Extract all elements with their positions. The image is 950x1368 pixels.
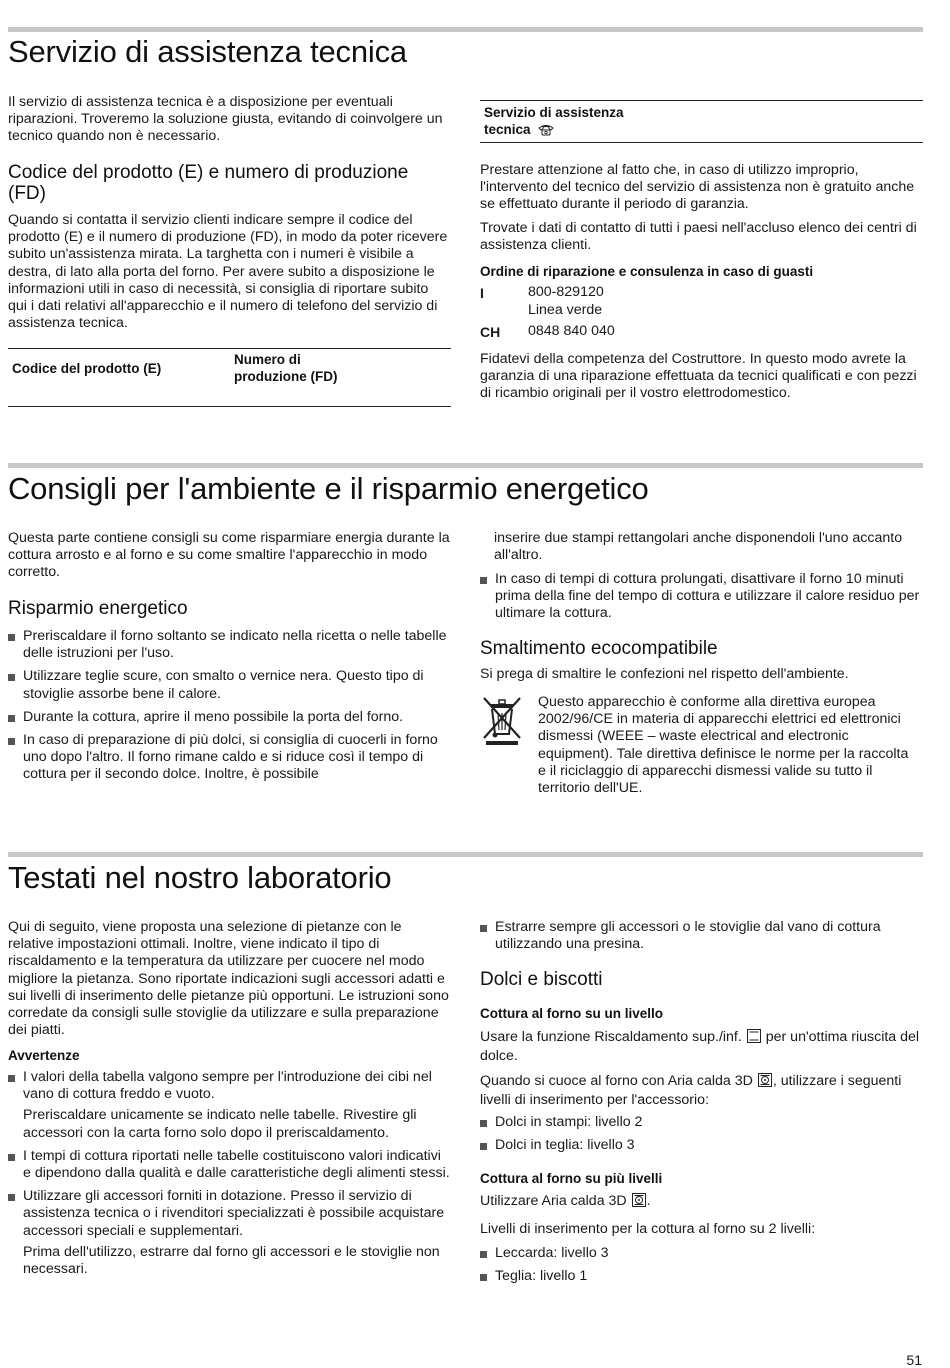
list-item: Leccarda: livello 3 — [480, 1245, 920, 1262]
un-livello-heading: Cottura al forno su un livello — [480, 1006, 664, 1021]
list-item: Utilizzare teglie scure, con smalto o vernice nera. Questo tipo di stoviglie assorbe bene il calore. — [8, 668, 450, 702]
list-item: Teglia: livello 1 — [480, 1268, 920, 1285]
contact-number-it: 800-829120 — [528, 284, 604, 300]
list-item: Dolci in teglia: livello 3 — [480, 1137, 920, 1154]
bullet-square-icon — [480, 1274, 487, 1281]
section-rule — [8, 852, 923, 857]
bullet-square-icon — [8, 1154, 15, 1161]
bullet-square-icon — [8, 634, 15, 641]
un-livello-p1: Usare la funzione Riscaldamento sup./inf. per un'ottima riuscita del dolce. — [480, 1029, 920, 1065]
list-item: Preriscaldare il forno soltanto se indicato nella ricetta o nelle tabelle delle istruzioni per l'uso. — [8, 628, 450, 662]
table-top-rule — [8, 348, 451, 349]
top-bottom-heat-icon — [747, 1029, 761, 1048]
box-bottom-rule — [480, 142, 923, 143]
risparmio-continuation: inserire due stampi rettangolari anche disponendoli l'uno accanto all'altro. — [494, 530, 903, 564]
risparmio-list-cont — [480, 571, 920, 629]
risparmio-list — [8, 628, 450, 790]
codice-heading: Codice del prodotto (E) e numero di produzione (FD) — [8, 162, 409, 204]
bullet-square-icon — [480, 1251, 487, 1258]
avvertenze-list-cont — [480, 919, 920, 959]
piu-livelli-list — [480, 1245, 920, 1291]
contact-note-it: Linea verde — [528, 302, 603, 318]
hot-air-3d-icon — [758, 1073, 772, 1092]
crossed-bin-icon — [480, 694, 524, 746]
bullet-square-icon — [8, 674, 15, 681]
contatti-note: Trovate i dati di contatto di tutti i paesi nell'accluso elenco dei centri di assistenza clienti. — [480, 220, 917, 254]
list-item: Estrarre sempre gli accessori o le stoviglie dal vano di cottura utilizzando una presina. — [480, 919, 920, 953]
ambiente-intro: Questa parte contiene consigli su come risparmiare energia durante la cottura arrosto e al forno e su come smaltire l'apparecchio in modo corretto. — [8, 530, 450, 581]
contact-number-ch: 0848 840 040 — [528, 323, 615, 339]
list-item: In caso di tempi di cottura prolungati, disattivare il forno 10 minuti prima della fine del tempo di cottura e utilizzare il calore residuo per ultimare la cottura. — [480, 571, 920, 623]
dolci-heading: Dolci e biscotti — [480, 969, 603, 990]
assistenza-intro: Il servizio di assistenza tecnica è a disposizione per eventuali riparazioni. Troveremo la soluzione giusta, evitando di coinvolgere un tecnico quando non è necessario. — [8, 94, 443, 145]
ordine-heading: Ordine di riparazione e consulenza in caso di guasti — [480, 264, 814, 279]
costruttore-text: Fidatevi della competenza del Costruttore. In questo modo avrete la garanzia di una riparazione effettuata da tecnici qualificati e con pezzi di ricambio originali per il vostro elettrodomestico. — [480, 351, 917, 402]
un-livello-p2: Quando si cuoce al forno con Aria calda 3D , utilizzare i seguenti livelli di inserimento per l'accessorio: — [480, 1073, 902, 1109]
section-rule — [8, 463, 923, 468]
box-top-rule — [480, 100, 923, 101]
avvertenze-list — [8, 1069, 450, 1284]
smaltimento-heading: Smaltimento ecocompatibile — [480, 638, 718, 659]
section-title-ambiente: Consigli per l'ambiente e il risparmio energetico — [8, 471, 649, 506]
page-number: 51 — [906, 1352, 922, 1368]
laboratorio-intro: Qui di seguito, viene proposta una selezione di pietanze con le relative impostazioni ottimali. Inoltre, viene indicato il tipo di riscaldamento e la temperatura da utilizzare per cuocere nel modo migliore la pietanza. Sono riportate indicazioni sugli accessori adatti e sui livelli di inserimento delle pietanze più opportuni. Le istruzioni sono corredate da consigli sulle stoviglie da utilizzare e sulla preparazione dei piatti. — [8, 919, 449, 1039]
bullet-square-icon — [8, 1194, 15, 1201]
section-rule — [8, 27, 923, 32]
contact-country-ch: CH — [480, 324, 501, 340]
table-col-codice: Codice del prodotto (E) — [12, 361, 162, 376]
risparmio-heading: Risparmio energetico — [8, 598, 188, 619]
un-livello-list — [480, 1114, 920, 1160]
list-item: Utilizzare gli accessori forniti in dotazione. Presso il servizio di assistenza tecnica o i rivenditori specializzati è possibile acquistare accessori speciali e supplementari. Prima dell'utilizzo, estrarre dal forno gli accessori e le stoviglie non necessari. — [8, 1188, 450, 1278]
bullet-square-icon — [480, 1143, 487, 1150]
codice-text: Quando si contatta il servizio clienti indicare sempre il codice del prodotto (E) e il numero di produzione (FD), in modo da poter ricevere subito un'assistenza mirata. La targhetta con i numeri è visibile a destra, di lato alla porta del forno. Per avere subito a disposizione le informazioni utili in caso di necessità, si consiglia di riportare subito qui i dati relativi all'apparecchio e il numero di telefono del servizio di assistenza tecnica. — [8, 212, 448, 332]
bullet-square-icon — [8, 715, 15, 722]
list-item: I tempi di cottura riportati nelle tabelle costituiscono valori indicativi e dipendono dalla qualità e dalle caratteristiche degli alimenti stessi. — [8, 1148, 450, 1182]
assistenza-note: Prestare attenzione al fatto che, in caso di utilizzo improprio, l'intervento del tecnico del servizio di assistenza non è gratuito anche se effettuato durante il periodo di garanzia. — [480, 162, 915, 213]
hot-air-3d-icon — [632, 1193, 646, 1212]
section-title-laboratorio: Testati nel nostro laboratorio — [8, 860, 392, 895]
contact-country-it: I — [480, 285, 484, 301]
list-item: Dolci in stampi: livello 2 — [480, 1114, 920, 1131]
table-bottom-rule — [8, 406, 451, 407]
list-item: Durante la cottura, aprire il meno possibile la porta del forno. — [8, 709, 450, 726]
section-title-assistenza: Servizio di assistenza tecnica — [8, 34, 407, 69]
bullet-square-icon — [480, 1120, 487, 1127]
smaltimento-text: Si prega di smaltire le confezioni nel rispetto dell'ambiente. — [480, 666, 849, 682]
list-item: I valori della tabella valgono sempre per l'introduzione dei cibi nel vano di cottura freddo e vuoto. Preriscaldare unicamente se indicato nelle tabelle. Rivestire gli accessori con la carta forno solo dopo il preriscaldamento. — [8, 1069, 450, 1142]
box-header — [484, 104, 664, 141]
bullet-square-icon — [480, 925, 487, 932]
bullet-square-icon — [8, 738, 15, 745]
telephone-icon — [537, 123, 555, 141]
bullet-square-icon — [480, 577, 487, 584]
piu-livelli-heading: Cottura al forno su più livelli — [480, 1171, 663, 1186]
avvertenze-heading: Avvertenze — [8, 1048, 80, 1063]
piu-livelli-p2: Livelli di inserimento per la cottura al forno su 2 livelli: — [480, 1221, 816, 1237]
list-item: In caso di preparazione di più dolci, si consiglia di cuocerli in forno uno dopo l'altro. Il forno rimane caldo e si riduce così il tempo di cottura per il secondo dolce. Inoltre, è possibile — [8, 732, 450, 784]
table-col-numero: Numero di produzione (FD) — [234, 352, 338, 384]
weee-text: Questo apparecchio è conforme alla direttiva europea 2002/96/CE in materia di apparecchi elettrici ed elettronici dismessi (WEEE – waste electrical and electronic equipment). Tale direttiva definisce le norme per la raccolta e il riciclaggio di apparecchi dismessi valide su tutto il territorio dell'UE. — [538, 694, 909, 797]
piu-livelli-p1: Utilizzare Aria calda 3D . — [480, 1193, 920, 1212]
box-header-label: Servizio di assistenza tecnica — [484, 105, 624, 137]
bullet-square-icon — [8, 1075, 15, 1082]
